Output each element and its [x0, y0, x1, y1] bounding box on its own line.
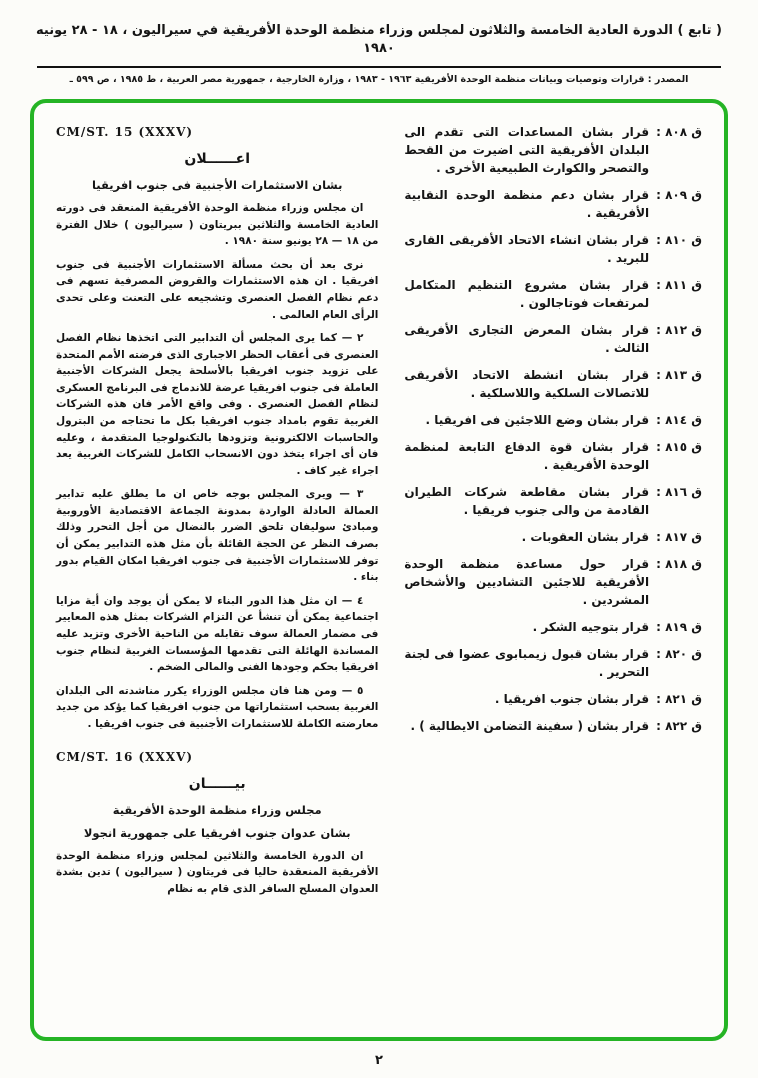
resolutions-column — [404, 123, 702, 1017]
resolution-number: ق ٨٢٢ : — [656, 719, 702, 734]
statement-subtitle-1: مجلس وزراء منظمة الوحدة الأفريقية — [112, 803, 322, 818]
resolution-number: ق ٨٢١ : — [656, 692, 702, 707]
resolution-text: قرار بشان وضع اللاجئين فى افريقيا . — [425, 413, 650, 428]
resolution-number: ق ٨١٤ : — [656, 413, 702, 428]
paragraph: ٣ — ويرى المجلس بوجه خاص ان ما يطلق عليه تدابير العمالة العادلة الواردة بمدونة الجماعة الاقتصادية الأوروبية ومبادئ سوليفان تلحق الضرر بالنضال من أجل التحرر وذلك بصرف النظر عن الحجة القائلة بأن مثل هذه التدابير يمكن أن توفر للاستثمارات الأجنبية فى جنوب افريقيا امكان القيام بدور بناء . — [56, 488, 379, 584]
resolution-item — [404, 438, 702, 474]
paragraph: ان الدورة الخامسة والثلاثين لمجلس وزراء منظمة الوحدة الأفريقية المنعقدة حاليا فى فريتاون ( سيراليون ) تدين بشدة العدوان المسلح السافر الذى قام به نظام — [56, 849, 379, 895]
document-ref-cm-st-16: CM/ST. 16 (XXXV) — [56, 750, 194, 765]
declaration-subtitle: بشان الاستثمارات الأجنبية فى جنوب افريقيا — [91, 178, 343, 193]
resolution-item — [404, 411, 702, 429]
page-number: ٢ — [375, 1053, 383, 1069]
resolution-item — [404, 645, 702, 681]
two-column-layout — [56, 123, 702, 1017]
header-divider — [37, 66, 721, 68]
resolution-number: ق ٨١٢ : — [656, 323, 702, 338]
resolution-text: قرار بشان مقاطعة شركات الطيران القادمة من والى جنوب فريقيا . — [404, 485, 650, 518]
resolution-number: ق ٨٠٨ : — [656, 125, 702, 140]
resolution-text: قرار حول مساعدة منظمة الوحدة الأفريقية للاجئين التشاديين والأشخاص المشردين . — [404, 557, 650, 608]
resolution-item — [404, 717, 702, 735]
resolution-item — [404, 231, 702, 267]
resolution-text: قرار بشان العقوبات . — [521, 530, 650, 545]
resolution-text: قرار بشان انشاء الاتحاد الأفريقى القارى للبريد . — [404, 233, 650, 266]
resolution-item — [404, 123, 702, 177]
declaration-title: اعــــــلان — [184, 151, 251, 168]
resolution-number: ق ٨٢٠ : — [656, 647, 702, 662]
source-line: المصدر : قرارات وتوصيات وبيانات منظمة الوحدة الأفريقية ١٩٦٣ - ١٩٨٣ ، وزارة الخارجية ، جمهورية مصر العربية ، ط ١٩٨٥ ، ص ٥٩٩ ـ — [69, 74, 689, 86]
statement-paragraphs — [56, 848, 378, 898]
header-line: ( تابع ) الدورة العادية الخامسة والثلاثون لمجلس وزراء منظمة الوحدة الأفريقية في سيراليون ، ١٨ - ٢٨ يونيه ١٩٨٠ — [36, 23, 722, 57]
resolution-number: ق ٨١٩ : — [656, 620, 702, 635]
resolution-text: قرار بشان مشروع التنظيم المتكامل لمرتفعات فوتاجالون . — [404, 278, 650, 311]
resolution-item — [404, 528, 702, 546]
resolution-number: ق ٨١٧ : — [656, 530, 702, 545]
declaration-column — [56, 123, 378, 1017]
resolution-text: قرار بشان المساعدات التى تقدم الى البلدان الأفريقية التى اضيرت من القحط والتصحر والكوارث الطبيعية الأخرى . — [404, 125, 650, 176]
paragraph: ٥ — ومن هنا فان مجلس الوزراء يكرر مناشدته الى البلدان الغربية بسحب استثماراتها من جنوب افريقيا كما يؤكد من جديد معارضته الكاملة للاستثمارات الأجنبية فى جنوب افريقيا . — [56, 684, 379, 730]
paragraph: ٢ — كما يرى المجلس أن التدابير التى اتخذها نظام الفصل العنصرى فى أعقاب الحظر الاجبارى الذى فرضته الأمم المتحدة على تزويد جنوب افريقيا بالأسلحة يجعل الشركات الأجنبية العاملة فى جنوب افريقيا عرضة للاندماج فى البرنامج العسكرى لنظام الفصل العنصرى . وفى واقع الأمر فان هذه الشركات الغربية تقوم بامداد جنوب افريقيا بكل ما تحتاجه من البترول والحاسبات الالكترونية وتزودها بالتكنولوجيا المتقدمة ، وعليه فان أى اجراء يتخذ دون الانسحاب الكامل للشركات الغربية يعد اجراء غير كاف . — [56, 332, 379, 477]
resolution-text: قرار بتوجيه الشكر . — [532, 620, 650, 635]
resolution-item — [404, 483, 702, 519]
resolution-item — [404, 276, 702, 312]
resolution-text: قرار بشان ( سفينة التضامن الايطالية ) . — [410, 719, 650, 734]
resolution-item — [404, 321, 702, 357]
resolution-number: ق ٨١٥ : — [656, 440, 702, 455]
resolution-number: ق ٨١٣ : — [656, 368, 702, 383]
resolution-text: قرار بشان قبول زيمبابوى عضوا فى لجنة التحرير . — [404, 647, 650, 680]
paragraph: ٤ — ان مثل هذا الدور البناء لا يمكن أن يوجد وان أية مزايا اجتماعية يمكن أن تنشأ عن التزام الشركات بمثل هذه المعايير فى مضمار العمالة سوف تقابله من الناحية الأخرى وتزيد عليه المساندة الهائلة التى تقدمها المؤسسات الغربية لنظام جنوب افريقيا بحكم وجودها الفنى والمالى الضخم . — [56, 594, 379, 674]
resolution-number: ق ٨١٨ : — [656, 557, 702, 572]
resolution-item — [404, 690, 702, 708]
resolution-text: قرار بشان المعرض التجارى الأفريقى الثالث . — [404, 323, 650, 356]
resolution-text: قرار بشان انشطة الاتحاد الأفريقى للاتصالات السلكية واللاسلكية . — [404, 368, 650, 401]
resolution-number: ق ٨١٦ : — [656, 485, 702, 500]
green-border-box — [30, 99, 728, 1041]
document-ref-cm-st-15: CM/ST. 15 (XXXV) — [56, 125, 194, 140]
resolution-item — [404, 555, 702, 609]
resolution-number: ق ٨١٠ : — [656, 233, 702, 248]
statement-title: بيــــــان — [188, 776, 246, 793]
declaration-paragraphs — [56, 200, 378, 732]
resolution-text: قرار بشان قوة الدفاع التابعة لمنظمة الوحدة الأفريقية . — [404, 440, 650, 473]
resolution-text: قرار بشان دعم منظمة الوحدة النقابية الأفريقية . — [404, 188, 650, 221]
paragraph: ان مجلس وزراء منظمة الوحدة الأفريقية المنعقد فى دورته العادية الخامسة والثلاثين ببريتاون ( سيراليون ) خلال الفترة من ١٨ — ٢٨ يونيو سنة ١٩٨٠ . — [56, 202, 379, 248]
statement-subtitle-2: بشان عدوان جنوب افريقيا على جمهورية انجولا — [83, 826, 351, 841]
resolution-item — [404, 618, 702, 636]
resolution-item — [404, 366, 702, 402]
resolution-number: ق ٨١١ : — [656, 278, 702, 293]
resolution-item — [404, 186, 702, 222]
paragraph: نرى بعد أن بحث مسألة الاستثمارات الأجنبية فى جنوب افريقيا . ان هذه الاستثمارات والقروض المصرفية تسهم فى دعم نظام الفصل العنصرى وتشجيعه على التعنت وعلى تحدى الرأى العام العالمى . — [56, 258, 379, 321]
resolution-text: قرار بشان جنوب افريقيا . — [494, 692, 650, 707]
resolution-number: ق ٨٠٩ : — [656, 188, 702, 203]
